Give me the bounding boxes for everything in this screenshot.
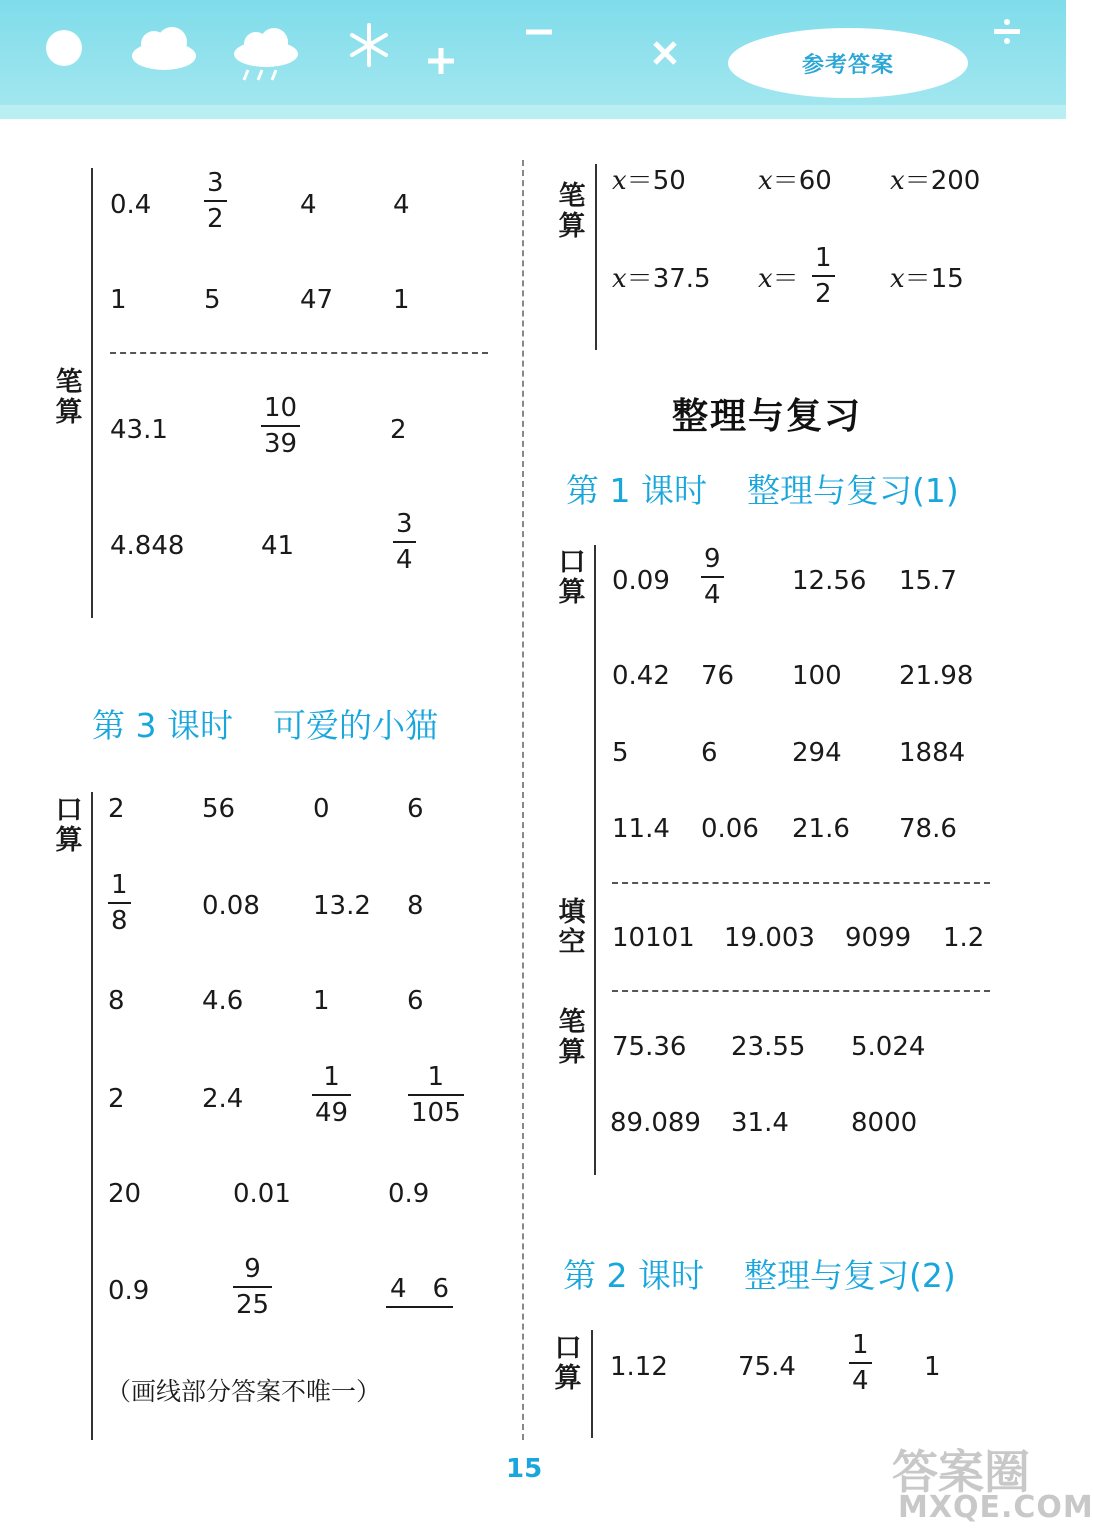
equation-answer: x＝37.5 xyxy=(612,264,711,294)
answer-cell: 12.56 xyxy=(792,566,867,596)
right-kousuan2-vertical-line xyxy=(591,1330,593,1438)
answer-fraction: $\frac{3}{2}$ xyxy=(204,170,227,232)
answer-cell: 2 xyxy=(108,1084,125,1114)
right-bisuan-vertical-line xyxy=(595,164,597,350)
answer-cell: 10101 xyxy=(612,923,695,953)
answer-cell: 100 xyxy=(792,661,842,691)
rain-cloud-icon xyxy=(230,26,302,82)
watermark-url: MXQE.COM xyxy=(898,1490,1094,1525)
answer-cell: 0.09 xyxy=(612,566,670,596)
answer-cell: 1 xyxy=(924,1352,941,1382)
answer-cell: 0.01 xyxy=(233,1179,291,1209)
right-kousuan2-label: 口算 xyxy=(554,1333,582,1394)
answer-cell: 31.4 xyxy=(731,1108,789,1138)
dashed-separator xyxy=(612,882,990,884)
answer-fraction: $\frac{3}{4}$ xyxy=(393,511,416,573)
equation-answer: x＝ xyxy=(758,264,799,294)
answer-cell: 0.9 xyxy=(388,1179,430,1209)
answer-cell: 8000 xyxy=(851,1108,918,1138)
answer-cell: 1 xyxy=(313,986,330,1016)
left-kousuan-vertical-line xyxy=(91,792,93,1440)
answer-cell: 23.55 xyxy=(731,1032,806,1062)
answer-cell: 75.4 xyxy=(738,1352,796,1382)
answer-fraction: $\frac{1}{105}$ xyxy=(408,1064,464,1126)
answer-cell: 1 xyxy=(393,285,410,315)
answer-cell: 294 xyxy=(792,738,842,768)
snowflake-icon xyxy=(346,22,392,68)
answer-cell: 1884 xyxy=(899,738,966,768)
equation-answer: x＝60 xyxy=(758,166,832,196)
answer-cell: 15.7 xyxy=(899,566,957,596)
answer-cell: 1.12 xyxy=(610,1352,668,1382)
sun-icon xyxy=(44,28,84,68)
answer-cell: 2 xyxy=(108,794,125,824)
answer-cell: 19.003 xyxy=(724,923,815,953)
answer-fraction: $\frac{1}{8}$ xyxy=(108,872,131,934)
answer-cell: 20 xyxy=(108,1179,142,1209)
answer-fraction: $\frac{1}{2}$ xyxy=(812,245,835,307)
left-kousuan-label: 口算 xyxy=(55,795,83,856)
minus-icon xyxy=(524,26,554,38)
dashed-separator xyxy=(612,990,990,992)
answer-cell: 9099 xyxy=(845,923,912,953)
equation-answer: x＝50 xyxy=(612,166,686,196)
answer-fraction: $\frac{10}{39}$ xyxy=(261,395,300,457)
watermark-logo: 答案圈 xyxy=(892,1445,1030,1499)
equation-answer: x＝15 xyxy=(890,264,964,294)
right-bisuan2-label: 笔算 xyxy=(558,1007,586,1068)
answer-cell: 8 xyxy=(108,986,125,1016)
equation-answer: x＝200 xyxy=(890,166,981,196)
section-title: 整理与复习 xyxy=(672,396,863,437)
answer-cell: 6 xyxy=(701,738,718,768)
answer-cell: 5 xyxy=(204,285,221,315)
answer-cell: 56 xyxy=(202,794,236,824)
right-bisuan-label: 笔算 xyxy=(558,181,586,242)
answer-cell: 4.848 xyxy=(110,531,185,561)
left-bisuan-label: 笔算 xyxy=(55,367,83,428)
answer-cell: 0.06 xyxy=(701,814,759,844)
answer-cell: 43.1 xyxy=(110,415,168,445)
answer-cell: 0.42 xyxy=(612,661,670,691)
answer-cell: 75.36 xyxy=(612,1032,687,1062)
header-strip xyxy=(0,105,1066,119)
answer-cell: 6 xyxy=(407,794,424,824)
answer-cell: 5 xyxy=(612,738,629,768)
dashed-separator xyxy=(110,352,488,354)
lesson-3-heading: 第 3 课时 可爱的小猫 xyxy=(92,706,438,745)
answer-fraction: $\frac{9}{25}$ xyxy=(233,1256,272,1318)
answer-key-badge: 参考答案 xyxy=(728,28,968,98)
answer-cell: 6 xyxy=(407,986,424,1016)
answer-fraction: $\frac{9}{4}$ xyxy=(701,546,724,608)
answer-cell: 78.6 xyxy=(899,814,957,844)
answer-cell: 2.4 xyxy=(202,1084,244,1114)
answer-fraction: $\frac{1}{4}$ xyxy=(849,1332,872,1394)
answer-cell: 4 xyxy=(393,190,410,220)
answer-cell: 0.08 xyxy=(202,891,260,921)
answer-cell: 0.9 xyxy=(108,1276,150,1306)
answer-cell: 21.6 xyxy=(792,814,850,844)
answer-cell: 5.024 xyxy=(851,1032,926,1062)
left-bisuan-vertical-line xyxy=(91,168,93,618)
plus-icon xyxy=(426,46,456,76)
answer-cell: 41 xyxy=(261,531,295,561)
cloud-icon xyxy=(128,22,200,72)
answer-cell: 4 xyxy=(300,190,317,220)
lesson-2-heading: 第 2 课时 整理与复习(2) xyxy=(563,1256,956,1295)
divide-icon xyxy=(992,16,1022,46)
answer-cell: 47 xyxy=(300,285,334,315)
answer-cell: 2 xyxy=(390,415,407,445)
answer-cell: 0.4 xyxy=(110,190,152,220)
column-divider xyxy=(522,160,524,1440)
right-main-vertical-line xyxy=(594,545,596,1175)
tiankong-label: 填空 xyxy=(558,897,586,958)
note-text: （画线部分答案不唯一） xyxy=(106,1377,382,1406)
multiply-icon xyxy=(652,40,678,66)
lesson-1-heading: 第 1 课时 整理与复习(1) xyxy=(566,471,959,510)
answer-cell: 76 xyxy=(701,661,735,691)
answer-cell: 21.98 xyxy=(899,661,974,691)
answer-cell: 8 xyxy=(407,891,424,921)
answer-cell: 89.089 xyxy=(610,1108,701,1138)
underlined-answer: 4 6 xyxy=(386,1276,453,1308)
page-number: 15 xyxy=(506,1454,543,1484)
answer-cell: 13.2 xyxy=(313,891,371,921)
answer-cell: 1.2 xyxy=(943,923,985,953)
answer-cell: 1 xyxy=(110,285,127,315)
answer-cell: 4.6 xyxy=(202,986,244,1016)
answer-fraction: $\frac{1}{49}$ xyxy=(312,1064,351,1126)
answer-cell: 11.4 xyxy=(612,814,670,844)
answer-cell: 0 xyxy=(313,794,330,824)
right-kousuan-label: 口算 xyxy=(558,547,586,608)
